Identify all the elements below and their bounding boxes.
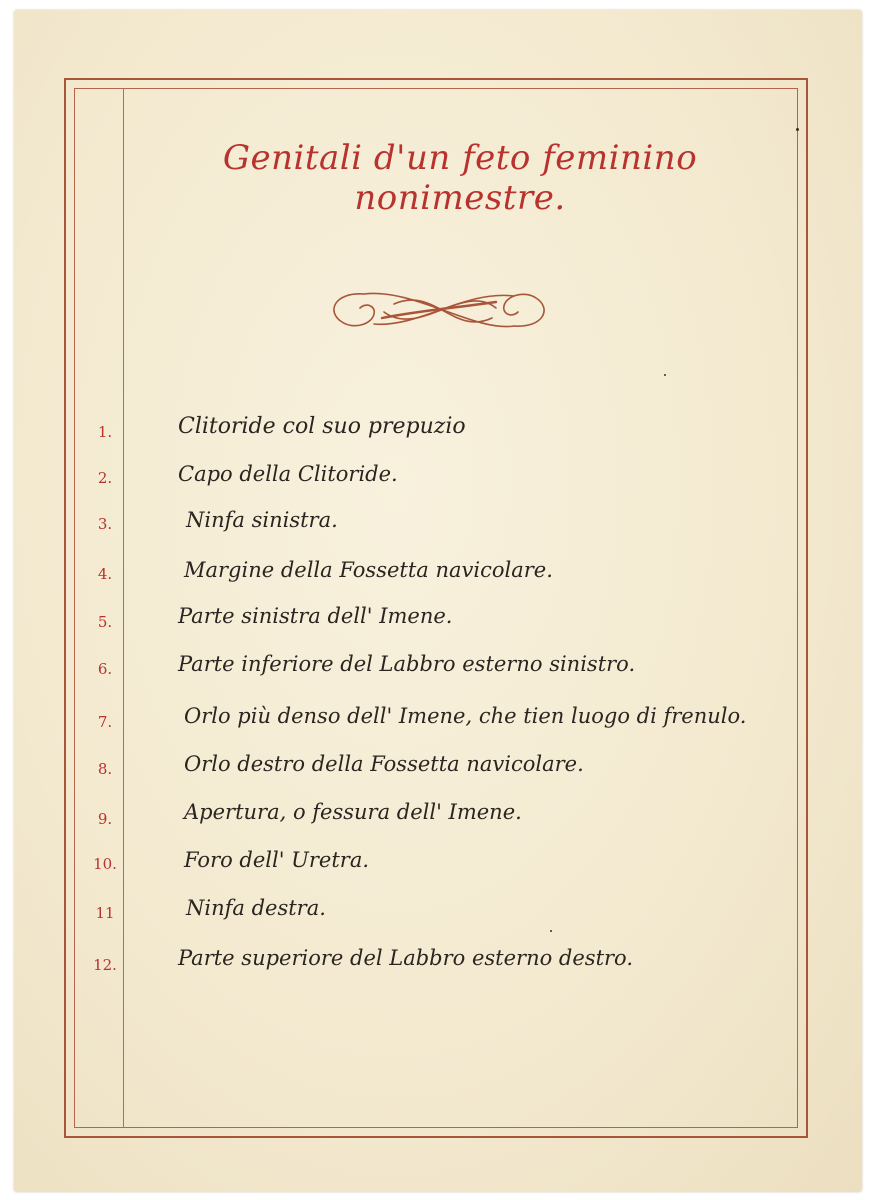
page-title: Genitali d'un feto feminino nonimestre. bbox=[222, 138, 698, 218]
item-text: Ninfa sinistra. bbox=[186, 508, 338, 532]
item-text: Parte inferiore del Labbro esterno sinistro. bbox=[178, 652, 636, 676]
item-number: 1. bbox=[97, 423, 113, 441]
item-number: 8. bbox=[97, 760, 113, 778]
item-number: 6. bbox=[97, 660, 113, 678]
item-text: Orlo più denso dell' Imene, che tien luogo di frenulo. bbox=[184, 704, 747, 728]
item-text: Clitoride col suo prepuzio bbox=[178, 414, 466, 439]
item-number: 10. bbox=[93, 855, 117, 873]
item-number: 9. bbox=[97, 810, 113, 828]
item-number: 7. bbox=[97, 713, 113, 731]
item-text: Ninfa destra. bbox=[186, 896, 326, 920]
item-text: Parte sinistra dell' Imene. bbox=[178, 604, 453, 628]
item-number: 3. bbox=[97, 515, 113, 533]
item-number: 2. bbox=[97, 469, 113, 487]
item-text: Apertura, o fessura dell' Imene. bbox=[184, 800, 522, 824]
item-text: Parte superiore del Labbro esterno destro. bbox=[178, 946, 633, 970]
item-text: Foro dell' Uretra. bbox=[184, 848, 370, 872]
ink-speck bbox=[796, 128, 799, 131]
ornamental-flourish bbox=[324, 278, 554, 342]
item-number: 12. bbox=[93, 956, 117, 974]
margin-rule bbox=[123, 88, 124, 1128]
item-text: Margine della Fossetta navicolare. bbox=[184, 558, 553, 582]
item-text: Orlo destro della Fossetta navicolare. bbox=[184, 752, 584, 776]
item-number: 5. bbox=[97, 613, 113, 631]
item-number: 11 bbox=[95, 904, 115, 922]
ink-speck bbox=[550, 930, 552, 932]
item-text: Capo della Clitoride. bbox=[178, 462, 398, 486]
ink-speck bbox=[664, 374, 666, 376]
item-number: 4. bbox=[97, 565, 113, 583]
